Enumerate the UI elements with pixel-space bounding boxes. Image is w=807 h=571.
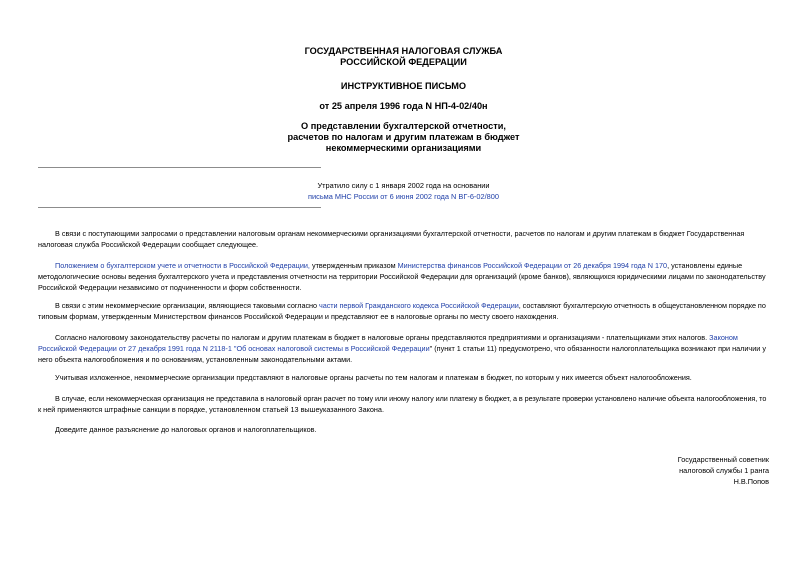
tax-law-link-start[interactable]: Законом: [709, 333, 738, 342]
paragraph-2-text: утвержденным приказом: [309, 261, 398, 270]
paragraph-7: [38, 424, 766, 435]
repeal-letter-link[interactable]: письма МНС России от 6 июня 2002 года N ВГ-6-02/800: [308, 192, 499, 201]
status-note-text: Утратило силу с 1 января 2002 года на основании: [317, 181, 490, 190]
paragraph-3-text-end: , составляют бухгалтерскую отчетность в общеустановленном порядке по: [518, 301, 766, 310]
paragraph-5: [38, 372, 766, 383]
paragraph-6: [38, 393, 766, 415]
paragraph-1-line1: В связи с поступающими запросами о представлении налоговым органам некоммерческими организациями бухгалтерской отчетности, расчетов по налогам и другим платежам в бюджет Государственная: [55, 229, 745, 238]
document-date-number: от 25 апреля 1996 года N НП-4-02/40н: [319, 101, 488, 111]
minfin-order-link[interactable]: Министерства финансов Российской Федерации от 26 декабря 1994 года N 170: [397, 261, 668, 270]
paragraph-4-text-end: " (пункт 1 статьи 11) предусмотрено, что обязанности налогоплательщика возникают при наличии у: [429, 344, 766, 353]
signature-name: Н.В.Попов: [733, 477, 769, 486]
divider-bottom: [38, 207, 321, 208]
paragraph-3: [38, 300, 766, 322]
document-subject-line2: расчетов по налогам и другим платежам в бюджет: [287, 132, 520, 142]
signature-title-line1: Государственный советник: [677, 455, 769, 464]
paragraph-2: [38, 260, 766, 293]
paragraph-2-line2: методологические основы ведения бухгалтерского учета и представления отчетности на территории Российской Федерации для организаций (кроме банков), являющихся юридическими лицами по законодательству: [38, 272, 766, 281]
agency-name-line1: ГОСУДАРСТВЕННАЯ НАЛОГОВАЯ СЛУЖБА: [304, 46, 503, 56]
paragraph-4: [38, 332, 766, 365]
tax-law-link[interactable]: Российской Федерации от 27 декабря 1991 года N 2118-1 "Об основах налоговой системы в Российской Федерации: [38, 344, 430, 353]
signature-block: [469, 454, 769, 487]
signature-title-line2: налоговой службы 1 ранга: [679, 466, 769, 475]
paragraph-2-line1: [38, 260, 766, 271]
paragraph-1-line2: налоговая служба Российской Федерации сообщает следующее.: [38, 240, 259, 249]
paragraph-4-text: Согласно налоговому законодательству расчеты по налогам и другим платежам в бюджет в налоговые органы представляются предприятиями и организациями - плательщиками этих налогов.: [55, 333, 710, 342]
paragraph-3-text: В связи с этим некоммерческие организации, являющиеся таковыми согласно: [55, 301, 319, 310]
paragraph-6-line1: В случае, если некоммерческая организация не представила в налоговый орган расчет по тому или иному налогу или платежу в бюджет, а в результате проверки установлено наличие объекта налогообложения, то: [55, 394, 767, 403]
divider-top: [38, 167, 321, 168]
document-subject-line1: О представлении бухгалтерской отчетности,: [301, 121, 506, 131]
paragraph-1: [38, 228, 766, 250]
paragraph-4-line2: [38, 343, 766, 354]
document-subject-line3: некоммерческими организациями: [325, 143, 482, 153]
paragraph-2-text-end: , установлены единые: [667, 261, 743, 270]
paragraph-4-line3: него объекта налогообложения и по основаниям, установленным законодательными актами.: [38, 355, 353, 364]
accounting-regulation-link[interactable]: Положением о бухгалтерском учете и отчетности в Российской Федерации,: [55, 261, 310, 270]
paragraph-7-line1: Доведите данное разъяснение до налоговых органов и налогоплательщиков.: [55, 425, 317, 434]
paragraph-2-line3: Российской Федерации независимо от подчиненности и форм собственности.: [38, 283, 302, 292]
paragraph-3-line1: [38, 300, 766, 311]
paragraph-4-line1: [38, 332, 766, 343]
paragraph-3-line2: типовым формам, утвержденным Министерством финансов Российской Федерации и представляют ее в налоговые органы по месту своего нахождения.: [38, 312, 559, 321]
document-type: ИНСТРУКТИВНОЕ ПИСЬМО: [340, 81, 467, 91]
paragraph-6-line2: к ней применяются штрафные санкции в порядке, установленном статьей 13 вышеуказанного Закона.: [38, 405, 384, 414]
paragraph-5-line1: Учитывая изложенное, некоммерческие организации представляют в налоговые органы расчеты по тем налогам и платежам в бюджет, по которым у них имеется объект налогообложения.: [55, 373, 692, 382]
status-note-line2: [0, 191, 807, 202]
civil-code-link[interactable]: части первой Гражданского кодекса Российской Федерации: [318, 301, 519, 310]
agency-name-line2: РОССИЙСКОЙ ФЕДЕРАЦИИ: [340, 57, 467, 67]
